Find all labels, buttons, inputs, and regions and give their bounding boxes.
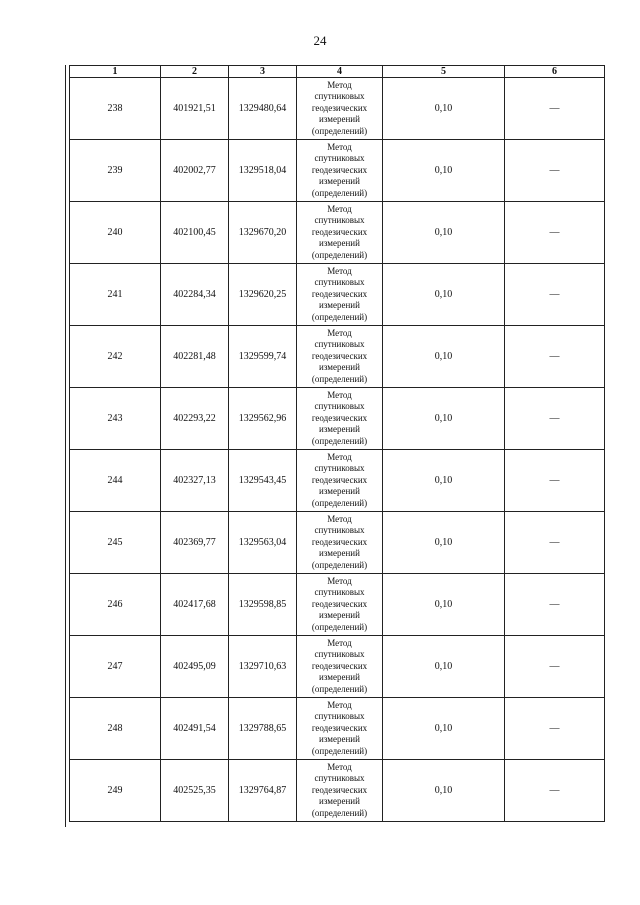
point-number-cell: 241 xyxy=(70,264,161,326)
point-number-cell: 242 xyxy=(70,326,161,388)
coordinate-x-cell: 402284,34 xyxy=(161,264,229,326)
method-line: спутниковых xyxy=(314,277,365,288)
method-line: спутниковых xyxy=(314,91,365,102)
method-line: Метод xyxy=(327,761,352,772)
method-line: (определений) xyxy=(311,187,368,198)
method-line: измерений xyxy=(319,610,360,621)
method-line: спутниковых xyxy=(314,773,365,784)
method-line: (определений) xyxy=(311,621,368,632)
method-cell xyxy=(297,450,383,512)
method-cell xyxy=(297,202,383,264)
note-cell: — xyxy=(505,326,605,388)
method-line: геодезических xyxy=(311,350,368,361)
coordinate-x-cell: 401921,51 xyxy=(161,78,229,140)
method-line: Метод xyxy=(327,637,352,648)
method-line: спутниковых xyxy=(314,153,365,164)
method-line: геодезических xyxy=(311,412,368,423)
method-line: измерений xyxy=(319,362,360,373)
accuracy-cell: 0,10 xyxy=(383,760,505,822)
method-cell xyxy=(297,698,383,760)
coordinate-x-cell: 402525,35 xyxy=(161,760,229,822)
method-line: Метод xyxy=(327,141,352,152)
method-cell xyxy=(297,264,383,326)
method-line: (определений) xyxy=(311,497,368,508)
coordinates-table xyxy=(69,65,605,822)
method-line: (определений) xyxy=(311,249,368,260)
coordinate-y-cell: 1329599,74 xyxy=(229,326,297,388)
note-cell: — xyxy=(505,140,605,202)
method-line: (определений) xyxy=(311,125,368,136)
coordinate-x-cell: 402002,77 xyxy=(161,140,229,202)
accuracy-cell: 0,10 xyxy=(383,512,505,574)
method-line: спутниковых xyxy=(314,463,365,474)
coordinate-x-cell: 402491,54 xyxy=(161,698,229,760)
method-line: Метод xyxy=(327,265,352,276)
method-cell xyxy=(297,636,383,698)
note-cell: — xyxy=(505,512,605,574)
header-col-5: 5 xyxy=(383,66,505,78)
accuracy-cell: 0,10 xyxy=(383,264,505,326)
method-line: геодезических xyxy=(311,660,368,671)
coordinate-x-cell: 402293,22 xyxy=(161,388,229,450)
coordinate-y-cell: 1329480,64 xyxy=(229,78,297,140)
method-cell xyxy=(297,388,383,450)
method-line: спутниковых xyxy=(314,401,365,412)
method-line: геодезических xyxy=(311,722,368,733)
note-cell: — xyxy=(505,202,605,264)
header-col-3: 3 xyxy=(229,66,297,78)
accuracy-cell: 0,10 xyxy=(383,574,505,636)
method-line: измерений xyxy=(319,548,360,559)
method-line: измерений xyxy=(319,796,360,807)
method-cell xyxy=(297,140,383,202)
method-line: Метод xyxy=(327,575,352,586)
coordinate-y-cell: 1329598,85 xyxy=(229,574,297,636)
point-number-cell: 249 xyxy=(70,760,161,822)
method-line: геодезических xyxy=(311,102,368,113)
method-line: спутниковых xyxy=(314,215,365,226)
table-row xyxy=(70,264,605,326)
note-cell: — xyxy=(505,78,605,140)
point-number-cell: 244 xyxy=(70,450,161,512)
method-line: (определений) xyxy=(311,807,368,818)
point-number-cell: 239 xyxy=(70,140,161,202)
point-number-cell: 243 xyxy=(70,388,161,450)
table-row xyxy=(70,202,605,264)
coordinate-x-cell: 402100,45 xyxy=(161,202,229,264)
note-cell: — xyxy=(505,760,605,822)
point-number-cell: 240 xyxy=(70,202,161,264)
coordinate-y-cell: 1329562,96 xyxy=(229,388,297,450)
method-line: измерений xyxy=(319,424,360,435)
method-line: геодезических xyxy=(311,226,368,237)
coordinate-y-cell: 1329764,87 xyxy=(229,760,297,822)
method-cell xyxy=(297,512,383,574)
method-line: измерений xyxy=(319,300,360,311)
method-line: спутниковых xyxy=(314,649,365,660)
table-row xyxy=(70,698,605,760)
coordinate-y-cell: 1329670,20 xyxy=(229,202,297,264)
method-line: спутниковых xyxy=(314,339,365,350)
note-cell: — xyxy=(505,450,605,512)
table-row xyxy=(70,388,605,450)
coordinate-x-cell: 402495,09 xyxy=(161,636,229,698)
accuracy-cell: 0,10 xyxy=(383,388,505,450)
method-line: Метод xyxy=(327,699,352,710)
point-number-cell: 238 xyxy=(70,78,161,140)
header-col-2: 2 xyxy=(161,66,229,78)
method-line: измерений xyxy=(319,672,360,683)
table-row xyxy=(70,574,605,636)
method-line: геодезических xyxy=(311,164,368,175)
note-cell: — xyxy=(505,636,605,698)
coordinate-y-cell: 1329543,45 xyxy=(229,450,297,512)
table-row xyxy=(70,512,605,574)
table-left-frame-line xyxy=(65,65,66,827)
table-row xyxy=(70,450,605,512)
method-line: Метод xyxy=(327,451,352,462)
note-cell: — xyxy=(505,574,605,636)
accuracy-cell: 0,10 xyxy=(383,140,505,202)
method-line: спутниковых xyxy=(314,587,365,598)
method-line: (определений) xyxy=(311,373,368,384)
coordinate-y-cell: 1329710,63 xyxy=(229,636,297,698)
method-line: (определений) xyxy=(311,745,368,756)
method-line: (определений) xyxy=(311,559,368,570)
method-line: измерений xyxy=(319,114,360,125)
point-number-cell: 246 xyxy=(70,574,161,636)
method-line: измерений xyxy=(319,176,360,187)
page-number: 24 xyxy=(313,33,327,48)
coordinate-x-cell: 402369,77 xyxy=(161,512,229,574)
method-line: (определений) xyxy=(311,311,368,322)
method-line: спутниковых xyxy=(314,525,365,536)
point-number-cell: 248 xyxy=(70,698,161,760)
method-line: Метод xyxy=(327,513,352,524)
note-cell: — xyxy=(505,264,605,326)
coordinate-y-cell: 1329563,04 xyxy=(229,512,297,574)
accuracy-cell: 0,10 xyxy=(383,450,505,512)
method-line: измерений xyxy=(319,486,360,497)
method-line: Метод xyxy=(327,327,352,338)
method-line: Метод xyxy=(327,79,352,90)
table-row xyxy=(70,636,605,698)
coordinate-y-cell: 1329518,04 xyxy=(229,140,297,202)
method-line: геодезических xyxy=(311,288,368,299)
coordinate-x-cell: 402281,48 xyxy=(161,326,229,388)
method-cell xyxy=(297,326,383,388)
method-line: измерений xyxy=(319,734,360,745)
method-cell xyxy=(297,574,383,636)
method-line: геодезических xyxy=(311,536,368,547)
accuracy-cell: 0,10 xyxy=(383,326,505,388)
accuracy-cell: 0,10 xyxy=(383,636,505,698)
coordinate-x-cell: 402327,13 xyxy=(161,450,229,512)
note-cell: — xyxy=(505,698,605,760)
method-line: (определений) xyxy=(311,435,368,446)
method-line: (определений) xyxy=(311,683,368,694)
coordinate-y-cell: 1329788,65 xyxy=(229,698,297,760)
accuracy-cell: 0,10 xyxy=(383,78,505,140)
method-line: геодезических xyxy=(311,474,368,485)
accuracy-cell: 0,10 xyxy=(383,698,505,760)
method-line: измерений xyxy=(319,238,360,249)
coordinate-x-cell: 402417,68 xyxy=(161,574,229,636)
method-cell xyxy=(297,760,383,822)
table-header-row xyxy=(70,66,605,78)
table-row xyxy=(70,326,605,388)
point-number-cell: 245 xyxy=(70,512,161,574)
method-line: спутниковых xyxy=(314,711,365,722)
point-number-cell: 247 xyxy=(70,636,161,698)
header-col-4: 4 xyxy=(297,66,383,78)
method-cell xyxy=(297,78,383,140)
coordinate-y-cell: 1329620,25 xyxy=(229,264,297,326)
method-line: Метод xyxy=(327,389,352,400)
method-line: геодезических xyxy=(311,784,368,795)
table-row xyxy=(70,78,605,140)
table-row xyxy=(70,140,605,202)
method-line: Метод xyxy=(327,203,352,214)
table-row xyxy=(70,760,605,822)
header-col-6: 6 xyxy=(505,66,605,78)
header-col-1: 1 xyxy=(70,66,161,78)
accuracy-cell: 0,10 xyxy=(383,202,505,264)
method-line: геодезических xyxy=(311,598,368,609)
note-cell: — xyxy=(505,388,605,450)
